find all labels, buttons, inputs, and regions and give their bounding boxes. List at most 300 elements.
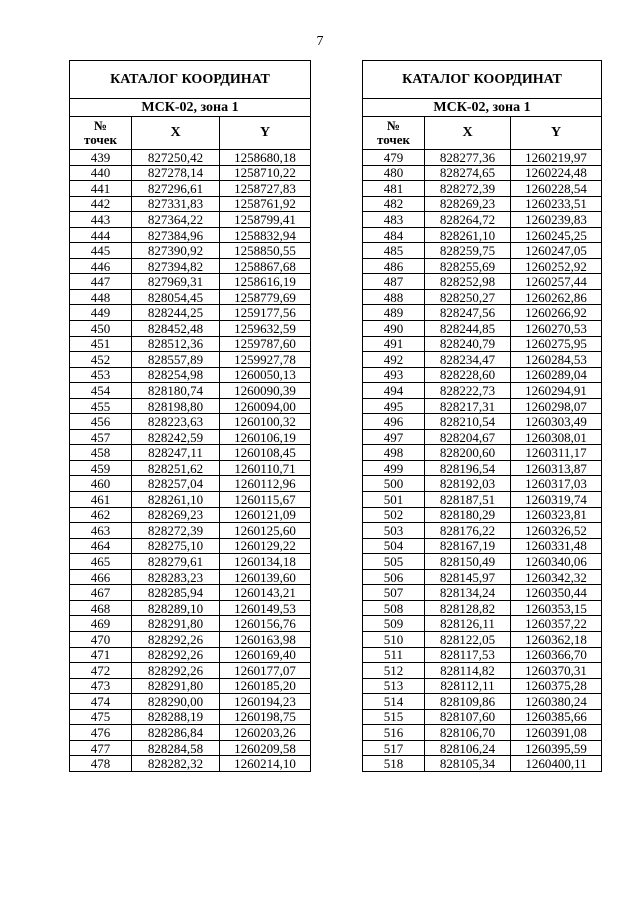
x-coordinate-cell: 828289,10 <box>132 600 220 616</box>
x-coordinate-cell: 828272,39 <box>425 181 511 197</box>
point-number-cell: 483 <box>363 212 425 228</box>
point-number-cell: 506 <box>363 569 425 585</box>
y-coordinate-cell: 1260129,22 <box>220 538 311 554</box>
y-coordinate-cell: 1260125,60 <box>220 523 311 539</box>
y-coordinate-cell: 1260391,08 <box>511 725 602 741</box>
x-coordinate-cell: 828106,70 <box>425 725 511 741</box>
y-coordinate-cell: 1260050,13 <box>220 367 311 383</box>
x-coordinate-cell: 828145,97 <box>425 569 511 585</box>
table-row <box>70 647 311 663</box>
table-row <box>70 476 311 492</box>
y-coordinate-cell: 1260110,71 <box>220 460 311 476</box>
x-coordinate-cell: 828107,60 <box>425 709 511 725</box>
y-coordinate-cell: 1258616,19 <box>220 274 311 290</box>
y-coordinate-cell: 1260090,39 <box>220 383 311 399</box>
x-coordinate-cell: 828247,56 <box>425 305 511 321</box>
x-coordinate-cell: 828282,32 <box>132 756 220 772</box>
table-row <box>363 600 602 616</box>
table-row <box>363 150 602 166</box>
table-row <box>70 725 311 741</box>
x-coordinate-cell: 828452,48 <box>132 321 220 337</box>
table-row <box>70 352 311 368</box>
point-number-cell: 481 <box>363 181 425 197</box>
x-coordinate-cell: 828288,19 <box>132 709 220 725</box>
table-row <box>70 243 311 259</box>
x-coordinate-cell: 828134,24 <box>425 585 511 601</box>
y-coordinate-cell: 1260214,10 <box>220 756 311 772</box>
table-row <box>363 678 602 694</box>
y-coordinate-cell: 1260094,00 <box>220 398 311 414</box>
coordinate-table-right <box>362 60 602 772</box>
x-coordinate-cell: 828117,53 <box>425 647 511 663</box>
table-row <box>70 258 311 274</box>
x-coordinate-cell: 828512,36 <box>132 336 220 352</box>
point-number-cell: 462 <box>70 507 132 523</box>
x-coordinate-cell: 828167,19 <box>425 538 511 554</box>
table-row <box>363 289 602 305</box>
point-number-cell: 467 <box>70 585 132 601</box>
point-number-cell: 456 <box>70 414 132 430</box>
table-row <box>70 678 311 694</box>
x-coordinate-cell: 828114,82 <box>425 663 511 679</box>
point-number-cell: 458 <box>70 445 132 461</box>
x-coordinate-cell: 827278,14 <box>132 165 220 181</box>
table-row <box>70 663 311 679</box>
x-coordinate-cell: 828290,00 <box>132 694 220 710</box>
y-coordinate-cell: 1260252,92 <box>511 258 602 274</box>
y-coordinate-cell: 1260284,53 <box>511 352 602 368</box>
x-coordinate-cell: 827394,82 <box>132 258 220 274</box>
point-number-cell: 478 <box>70 756 132 772</box>
point-number-cell: 449 <box>70 305 132 321</box>
y-coordinate-cell: 1260270,53 <box>511 321 602 337</box>
y-coordinate-cell: 1260357,22 <box>511 616 602 632</box>
point-number-cell: 440 <box>70 165 132 181</box>
table-row <box>363 181 602 197</box>
point-number-cell: 470 <box>70 631 132 647</box>
y-coordinate-cell: 1260353,15 <box>511 600 602 616</box>
table-row <box>70 445 311 461</box>
x-coordinate-cell: 828180,74 <box>132 383 220 399</box>
point-number-cell: 505 <box>363 554 425 570</box>
point-number-cell: 509 <box>363 616 425 632</box>
point-number-cell: 510 <box>363 631 425 647</box>
table-row <box>363 336 602 352</box>
point-number-cell: 476 <box>70 725 132 741</box>
y-coordinate-cell: 1260198,75 <box>220 709 311 725</box>
x-coordinate-cell: 828252,98 <box>425 274 511 290</box>
point-number-cell: 469 <box>70 616 132 632</box>
x-coordinate-cell: 828251,62 <box>132 460 220 476</box>
table-row <box>363 476 602 492</box>
x-coordinate-cell: 828106,24 <box>425 740 511 756</box>
table-row <box>363 538 602 554</box>
point-number-cell: 443 <box>70 212 132 228</box>
point-number-cell: 475 <box>70 709 132 725</box>
y-coordinate-cell: 1260370,31 <box>511 663 602 679</box>
catalog-title: КАТАЛОГ КООРДИНАТ <box>70 61 311 99</box>
x-coordinate-cell: 828210,54 <box>425 414 511 430</box>
point-number-cell: 459 <box>70 460 132 476</box>
point-number-cell: 448 <box>70 289 132 305</box>
table-row <box>363 243 602 259</box>
point-number-cell: 444 <box>70 227 132 243</box>
y-coordinate-cell: 1260194,23 <box>220 694 311 710</box>
table-row <box>70 600 311 616</box>
table-row <box>363 212 602 228</box>
table-row <box>363 647 602 663</box>
table-row <box>363 585 602 601</box>
table-row <box>70 383 311 399</box>
column-header-num-sign: № <box>386 118 401 133</box>
point-number-cell: 515 <box>363 709 425 725</box>
x-coordinate-cell: 828196,54 <box>425 460 511 476</box>
x-coordinate-cell: 828105,34 <box>425 756 511 772</box>
x-coordinate-cell: 828204,67 <box>425 429 511 445</box>
table-row <box>363 569 602 585</box>
point-number-cell: 490 <box>363 321 425 337</box>
table-row <box>70 165 311 181</box>
y-coordinate-cell: 1260266,92 <box>511 305 602 321</box>
table-row <box>70 181 311 197</box>
point-number-cell: 496 <box>363 414 425 430</box>
y-coordinate-cell: 1260385,66 <box>511 709 602 725</box>
y-coordinate-cell: 1260108,45 <box>220 445 311 461</box>
point-number-cell: 502 <box>363 507 425 523</box>
x-coordinate-cell: 828240,79 <box>425 336 511 352</box>
point-number-cell: 453 <box>70 367 132 383</box>
point-number-cell: 452 <box>70 352 132 368</box>
table-row <box>70 289 311 305</box>
y-coordinate-cell: 1260177,07 <box>220 663 311 679</box>
table-row <box>363 258 602 274</box>
coordinate-table-left <box>69 60 311 772</box>
x-coordinate-cell: 828122,05 <box>425 631 511 647</box>
x-coordinate-cell: 828557,89 <box>132 352 220 368</box>
y-coordinate-cell: 1258680,18 <box>220 150 311 166</box>
point-number-cell: 480 <box>363 165 425 181</box>
y-coordinate-cell: 1259927,78 <box>220 352 311 368</box>
x-coordinate-cell: 828259,75 <box>425 243 511 259</box>
x-coordinate-cell: 828187,51 <box>425 492 511 508</box>
point-number-cell: 473 <box>70 678 132 694</box>
x-coordinate-cell: 827364,22 <box>132 212 220 228</box>
point-number-cell: 482 <box>363 196 425 212</box>
y-coordinate-cell: 1258710,22 <box>220 165 311 181</box>
table-row <box>70 554 311 570</box>
x-coordinate-cell: 828291,80 <box>132 678 220 694</box>
table-row <box>363 709 602 725</box>
y-coordinate-cell: 1258727,83 <box>220 181 311 197</box>
table-row <box>70 569 311 585</box>
column-header-point-number <box>363 117 425 150</box>
x-coordinate-cell: 828272,39 <box>132 523 220 539</box>
y-coordinate-cell: 1260395,59 <box>511 740 602 756</box>
x-coordinate-cell: 828228,60 <box>425 367 511 383</box>
table-row <box>363 507 602 523</box>
y-coordinate-cell: 1258867,68 <box>220 258 311 274</box>
x-coordinate-cell: 828180,29 <box>425 507 511 523</box>
point-number-cell: 457 <box>70 429 132 445</box>
y-coordinate-cell: 1260100,32 <box>220 414 311 430</box>
table-row <box>70 460 311 476</box>
point-number-cell: 451 <box>70 336 132 352</box>
x-coordinate-cell: 827390,92 <box>132 243 220 259</box>
point-number-cell: 489 <box>363 305 425 321</box>
column-header-x: X <box>425 117 511 150</box>
point-number-cell: 517 <box>363 740 425 756</box>
table-row <box>363 414 602 430</box>
point-number-cell: 511 <box>363 647 425 663</box>
y-coordinate-cell: 1260169,40 <box>220 647 311 663</box>
point-number-cell: 499 <box>363 460 425 476</box>
column-header-y: Y <box>220 117 311 150</box>
x-coordinate-cell: 828255,69 <box>425 258 511 274</box>
y-coordinate-cell: 1260203,26 <box>220 725 311 741</box>
y-coordinate-cell: 1260308,01 <box>511 429 602 445</box>
table-row <box>363 631 602 647</box>
y-coordinate-cell: 1260326,52 <box>511 523 602 539</box>
y-coordinate-cell: 1260209,58 <box>220 740 311 756</box>
table-row <box>363 740 602 756</box>
y-coordinate-cell: 1260319,74 <box>511 492 602 508</box>
point-number-cell: 447 <box>70 274 132 290</box>
table-row <box>70 150 311 166</box>
x-coordinate-cell: 828200,60 <box>425 445 511 461</box>
y-coordinate-cell: 1260247,05 <box>511 243 602 259</box>
y-coordinate-cell: 1260219,97 <box>511 150 602 166</box>
x-coordinate-cell: 828254,98 <box>132 367 220 383</box>
table-row <box>70 740 311 756</box>
point-number-cell: 460 <box>70 476 132 492</box>
y-coordinate-cell: 1260380,24 <box>511 694 602 710</box>
table-row <box>70 616 311 632</box>
point-number-cell: 465 <box>70 554 132 570</box>
x-coordinate-cell: 828242,59 <box>132 429 220 445</box>
table-row <box>70 336 311 352</box>
y-coordinate-cell: 1260303,49 <box>511 414 602 430</box>
table-row <box>363 756 602 772</box>
x-coordinate-cell: 828222,73 <box>425 383 511 399</box>
x-coordinate-cell: 828192,03 <box>425 476 511 492</box>
table-row <box>70 367 311 383</box>
point-number-cell: 442 <box>70 196 132 212</box>
table-row <box>363 429 602 445</box>
point-number-cell: 493 <box>363 367 425 383</box>
x-coordinate-cell: 828244,25 <box>132 305 220 321</box>
y-coordinate-cell: 1260185,20 <box>220 678 311 694</box>
point-number-cell: 479 <box>363 150 425 166</box>
point-number-cell: 498 <box>363 445 425 461</box>
point-number-cell: 441 <box>70 181 132 197</box>
column-header-x: X <box>132 117 220 150</box>
x-coordinate-cell: 827250,42 <box>132 150 220 166</box>
y-coordinate-cell: 1260115,67 <box>220 492 311 508</box>
point-number-cell: 471 <box>70 647 132 663</box>
point-number-cell: 461 <box>70 492 132 508</box>
y-coordinate-cell: 1260239,83 <box>511 212 602 228</box>
x-coordinate-cell: 827384,96 <box>132 227 220 243</box>
point-number-cell: 494 <box>363 383 425 399</box>
y-coordinate-cell: 1260362,18 <box>511 631 602 647</box>
y-coordinate-cell: 1260294,91 <box>511 383 602 399</box>
y-coordinate-cell: 1259787,60 <box>220 336 311 352</box>
x-coordinate-cell: 828198,80 <box>132 398 220 414</box>
point-number-cell: 507 <box>363 585 425 601</box>
table-row <box>70 196 311 212</box>
table-row <box>70 523 311 539</box>
table-row <box>363 305 602 321</box>
table-row <box>363 725 602 741</box>
x-coordinate-cell: 828176,22 <box>425 523 511 539</box>
x-coordinate-cell: 828292,26 <box>132 663 220 679</box>
table-row <box>70 492 311 508</box>
y-coordinate-cell: 1260228,54 <box>511 181 602 197</box>
x-coordinate-cell: 828217,31 <box>425 398 511 414</box>
column-header-num-sign: № <box>93 118 108 133</box>
y-coordinate-cell: 1259177,56 <box>220 305 311 321</box>
table-row <box>363 321 602 337</box>
column-header-points: точек <box>377 132 410 147</box>
table-row <box>70 212 311 228</box>
point-number-cell: 445 <box>70 243 132 259</box>
point-number-cell: 454 <box>70 383 132 399</box>
x-coordinate-cell: 828261,10 <box>132 492 220 508</box>
table-row <box>363 227 602 243</box>
x-coordinate-cell: 828247,11 <box>132 445 220 461</box>
y-coordinate-cell: 1260400,11 <box>511 756 602 772</box>
y-coordinate-cell: 1260311,17 <box>511 445 602 461</box>
y-coordinate-cell: 1258850,55 <box>220 243 311 259</box>
y-coordinate-cell: 1258779,69 <box>220 289 311 305</box>
table-row <box>363 352 602 368</box>
x-coordinate-cell: 828285,94 <box>132 585 220 601</box>
point-number-cell: 466 <box>70 569 132 585</box>
point-number-cell: 492 <box>363 352 425 368</box>
x-coordinate-cell: 827296,61 <box>132 181 220 197</box>
point-number-cell: 463 <box>70 523 132 539</box>
y-coordinate-cell: 1260163,98 <box>220 631 311 647</box>
point-number-cell: 508 <box>363 600 425 616</box>
point-number-cell: 488 <box>363 289 425 305</box>
table-row <box>363 196 602 212</box>
y-coordinate-cell: 1260366,70 <box>511 647 602 663</box>
table-row <box>70 709 311 725</box>
x-coordinate-cell: 827331,83 <box>132 196 220 212</box>
x-coordinate-cell: 828275,10 <box>132 538 220 554</box>
page-number: 7 <box>316 34 324 49</box>
y-coordinate-cell: 1260331,48 <box>511 538 602 554</box>
point-number-cell: 504 <box>363 538 425 554</box>
y-coordinate-cell: 1260134,18 <box>220 554 311 570</box>
y-coordinate-cell: 1260262,86 <box>511 289 602 305</box>
point-number-cell: 450 <box>70 321 132 337</box>
y-coordinate-cell: 1260112,96 <box>220 476 311 492</box>
y-coordinate-cell: 1260350,44 <box>511 585 602 601</box>
y-coordinate-cell: 1260245,25 <box>511 227 602 243</box>
x-coordinate-cell: 828054,45 <box>132 289 220 305</box>
y-coordinate-cell: 1260298,07 <box>511 398 602 414</box>
point-number-cell: 503 <box>363 523 425 539</box>
x-coordinate-cell: 827969,31 <box>132 274 220 290</box>
point-number-cell: 477 <box>70 740 132 756</box>
y-coordinate-cell: 1258799,41 <box>220 212 311 228</box>
zone-label: МСК-02, зона 1 <box>363 99 602 117</box>
table-row <box>363 383 602 399</box>
x-coordinate-cell: 828269,23 <box>132 507 220 523</box>
table-row <box>363 663 602 679</box>
x-coordinate-cell: 828261,10 <box>425 227 511 243</box>
y-coordinate-cell: 1260375,28 <box>511 678 602 694</box>
point-number-cell: 513 <box>363 678 425 694</box>
y-coordinate-cell: 1259632,59 <box>220 321 311 337</box>
x-coordinate-cell: 828292,26 <box>132 647 220 663</box>
x-coordinate-cell: 828112,11 <box>425 678 511 694</box>
point-number-cell: 446 <box>70 258 132 274</box>
x-coordinate-cell: 828264,72 <box>425 212 511 228</box>
y-coordinate-cell: 1260342,32 <box>511 569 602 585</box>
y-coordinate-cell: 1260340,06 <box>511 554 602 570</box>
column-header-y: Y <box>511 117 602 150</box>
table-row <box>363 492 602 508</box>
table-row <box>363 445 602 461</box>
y-coordinate-cell: 1260224,48 <box>511 165 602 181</box>
point-number-cell: 516 <box>363 725 425 741</box>
point-number-cell: 474 <box>70 694 132 710</box>
point-number-cell: 501 <box>363 492 425 508</box>
column-header-points: точек <box>84 132 117 147</box>
table-row <box>363 554 602 570</box>
x-coordinate-cell: 828279,61 <box>132 554 220 570</box>
point-number-cell: 486 <box>363 258 425 274</box>
table-row <box>363 616 602 632</box>
x-coordinate-cell: 828257,04 <box>132 476 220 492</box>
y-coordinate-cell: 1260317,03 <box>511 476 602 492</box>
point-number-cell: 455 <box>70 398 132 414</box>
y-coordinate-cell: 1258832,94 <box>220 227 311 243</box>
column-header-point-number <box>70 117 132 150</box>
x-coordinate-cell: 828283,23 <box>132 569 220 585</box>
y-coordinate-cell: 1260323,81 <box>511 507 602 523</box>
point-number-cell: 514 <box>363 694 425 710</box>
x-coordinate-cell: 828234,47 <box>425 352 511 368</box>
y-coordinate-cell: 1260106,19 <box>220 429 311 445</box>
table-row <box>363 460 602 476</box>
x-coordinate-cell: 828277,36 <box>425 150 511 166</box>
y-coordinate-cell: 1260233,51 <box>511 196 602 212</box>
zone-label: МСК-02, зона 1 <box>70 99 311 117</box>
x-coordinate-cell: 828250,27 <box>425 289 511 305</box>
table-row <box>70 429 311 445</box>
x-coordinate-cell: 828126,11 <box>425 616 511 632</box>
table-row <box>363 398 602 414</box>
point-number-cell: 518 <box>363 756 425 772</box>
y-coordinate-cell: 1258761,92 <box>220 196 311 212</box>
point-number-cell: 491 <box>363 336 425 352</box>
table-row <box>70 631 311 647</box>
point-number-cell: 512 <box>363 663 425 679</box>
x-coordinate-cell: 828223,63 <box>132 414 220 430</box>
y-coordinate-cell: 1260121,09 <box>220 507 311 523</box>
x-coordinate-cell: 828292,26 <box>132 631 220 647</box>
x-coordinate-cell: 828150,49 <box>425 554 511 570</box>
y-coordinate-cell: 1260313,87 <box>511 460 602 476</box>
x-coordinate-cell: 828109,86 <box>425 694 511 710</box>
point-number-cell: 497 <box>363 429 425 445</box>
x-coordinate-cell: 828269,23 <box>425 196 511 212</box>
table-row <box>70 507 311 523</box>
y-coordinate-cell: 1260289,04 <box>511 367 602 383</box>
